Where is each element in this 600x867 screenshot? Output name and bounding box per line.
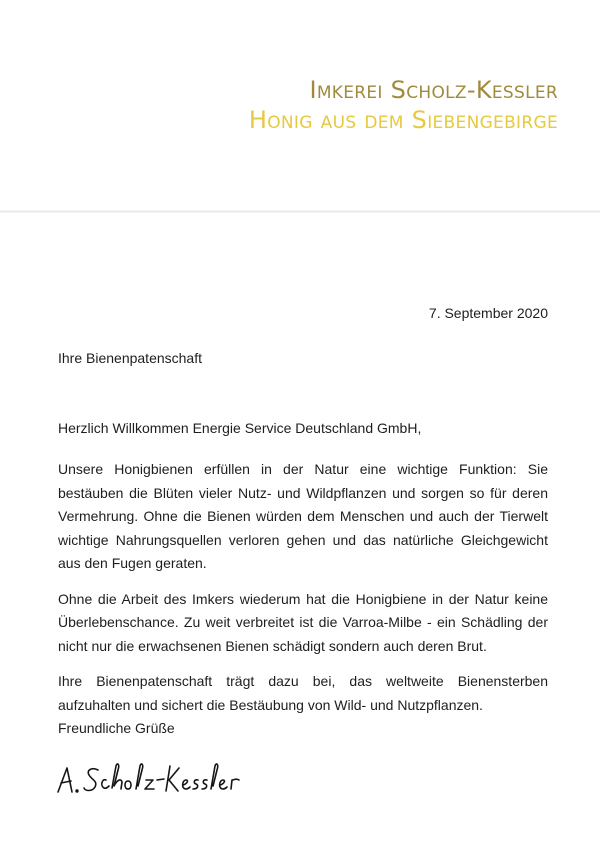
letter-closing: Freundliche Grüße	[58, 720, 175, 736]
company-name: Imkerei Scholz-Kessler	[309, 76, 558, 104]
handwritten-signature	[54, 756, 254, 802]
letter-salutation: Herzlich Willkommen Energie Service Deutschland GmbH,	[58, 420, 422, 436]
header-divider	[0, 210, 600, 213]
body-paragraph: Ohne die Arbeit des Imkers wiederum hat die Honigbiene in der Natur keine Überlebenschance. Zu weit verbreitet ist die Varroa-Milbe - ein Schädling der nicht nur die erwachsenen Bienen schädigt sondern auch deren Brut.	[58, 590, 548, 654]
letter-date: 7. September 2020	[428, 305, 548, 321]
company-tagline: Honig aus dem Siebengebirge	[248, 106, 558, 134]
letter-body	[58, 458, 548, 729]
body-paragraph: Ihre Bienenpatenschaft trägt dazu bei, das weltweite Bienensterben aufzuhalten und sichert die Bestäubung von Wild- und Nutzpflanzen.	[58, 673, 548, 713]
letterhead	[249, 74, 558, 136]
body-paragraph: Unsere Honigbienen erfüllen in der Natur eine wichtige Funktion: Sie bestäuben die Blüten vieler Nutz- und Wildpflanzen und sorgen so für deren Vermehrung. Ohne die Bienen würden dem Menschen und auch der Tierwelt wichtige Nahrungsquellen verloren gehen und das natürliche Gleichgewicht aus den Fugen geraten.	[58, 461, 548, 571]
letter-subject: Ihre Bienenpatenschaft	[58, 350, 202, 366]
